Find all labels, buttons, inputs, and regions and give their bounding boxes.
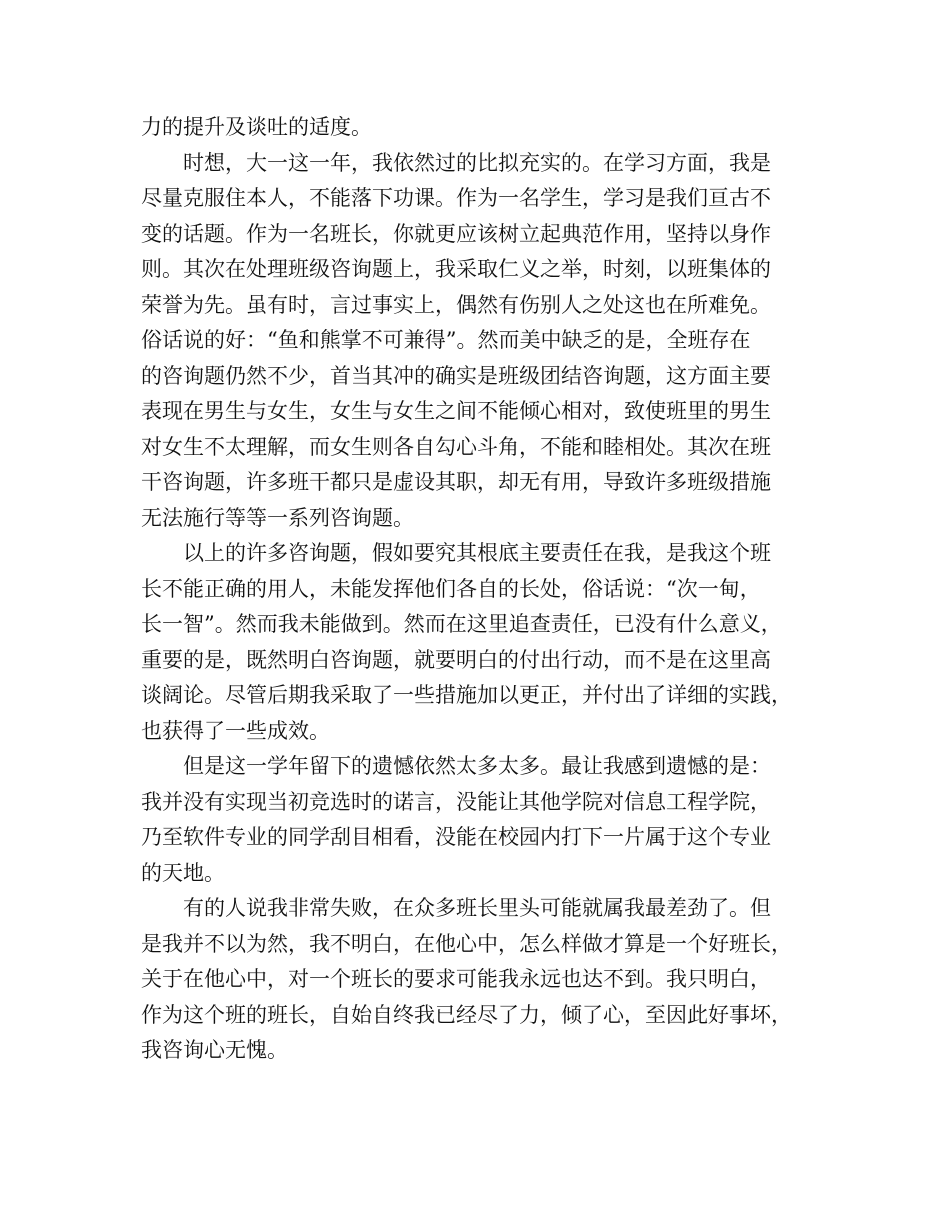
text-line: 表现在男生与女生，女生与女生之间不能倾心相对，致使班里的男生 (141, 399, 771, 423)
paragraph-first-line: 有的人说我非常失败，在众多班长里头可能就属我最差劲了。但 (183, 896, 771, 920)
text-line: 重要的是，既然明白咨询题，就要明白的付出行动，而不是在这里高 (141, 647, 771, 672)
text-line: 我咨询心无愧。 (141, 1038, 288, 1062)
text-line: 力的提升及谈吐的适度。 (141, 115, 372, 139)
text-line: 长不能正确的用人，未能发挥他们各自的长处，俗话说：“次一甸， (141, 576, 761, 601)
text-line: 则。其次在处理班级咨询题上，我采取仁义之举，时刻，以班集体的 (141, 257, 771, 281)
text-line: 变的话题。作为一名班长，你就更应该树立起典范作用，坚持以身作 (141, 221, 771, 246)
text-line: 作为这个班的班长，自始自终我已经尽了力，倾了心，至因此好事坏， (141, 1002, 792, 1027)
document-body (141, 110, 841, 1069)
text-line: 是我并不以为然，我不明白，在他心中，怎么样做才算是一个好班长， (141, 931, 792, 956)
text-line: 无法施行等等一系列咨询题。 (141, 505, 414, 530)
text-line: 也获得了一些成效。 (141, 718, 330, 743)
text-line: 的咨询题仍然不少，首当其冲的确实是班级团结咨询题，这方面主要 (141, 363, 771, 388)
text-line: 尽量克服住本人，不能落下功课。作为一名学生，学习是我们亘古不 (141, 186, 771, 210)
text-line: 干咨询题，许多班干都只是虚设其职，却无有用，导致许多班级措施 (141, 470, 771, 494)
text-line: 我并没有实现当初竞选时的诺言，没能让其他学院对信息工程学院， (141, 789, 771, 814)
text-line: 长一智”。然而我未能做到。然而在这里追查责任，已没有什么意义， (141, 612, 782, 636)
text-line: 乃至软件专业的同学刮目相看，没能在校园内打下一片属于这个专业 (141, 825, 771, 849)
text-line: 对女生不太理解，而女生则各自勾心斗角，不能和睦相处。其次在班 (141, 434, 771, 459)
text-line: 的天地。 (141, 860, 225, 885)
text-line: 关于在他心中，对一个班长的要求可能我永远也达不到。我只明白， (141, 967, 771, 991)
text-line: 俗话说的好：“鱼和熊掌不可兼得”。然而美中缺乏的是，全班存在 (141, 328, 751, 352)
paragraph-first-line: 以上的许多咨询题，假如要究其根底主要责任在我，是我这个班 (183, 541, 771, 565)
paragraph-first-line: 时想，大一这一年，我依然过的比拟充实的。在学习方面，我是 (183, 150, 771, 175)
text-line: 谈阔论。尽管后期我采取了一些措施加以更正，并付出了详细的实践， (141, 683, 792, 707)
paragraph-first-line: 但是这一学年留下的遗憾依然太多太多。最让我感到遗憾的是： (183, 754, 771, 778)
text-line: 荣誉为先。虽有时，言过事实上，偶然有伤别人之处这也在所难免。 (141, 292, 771, 317)
